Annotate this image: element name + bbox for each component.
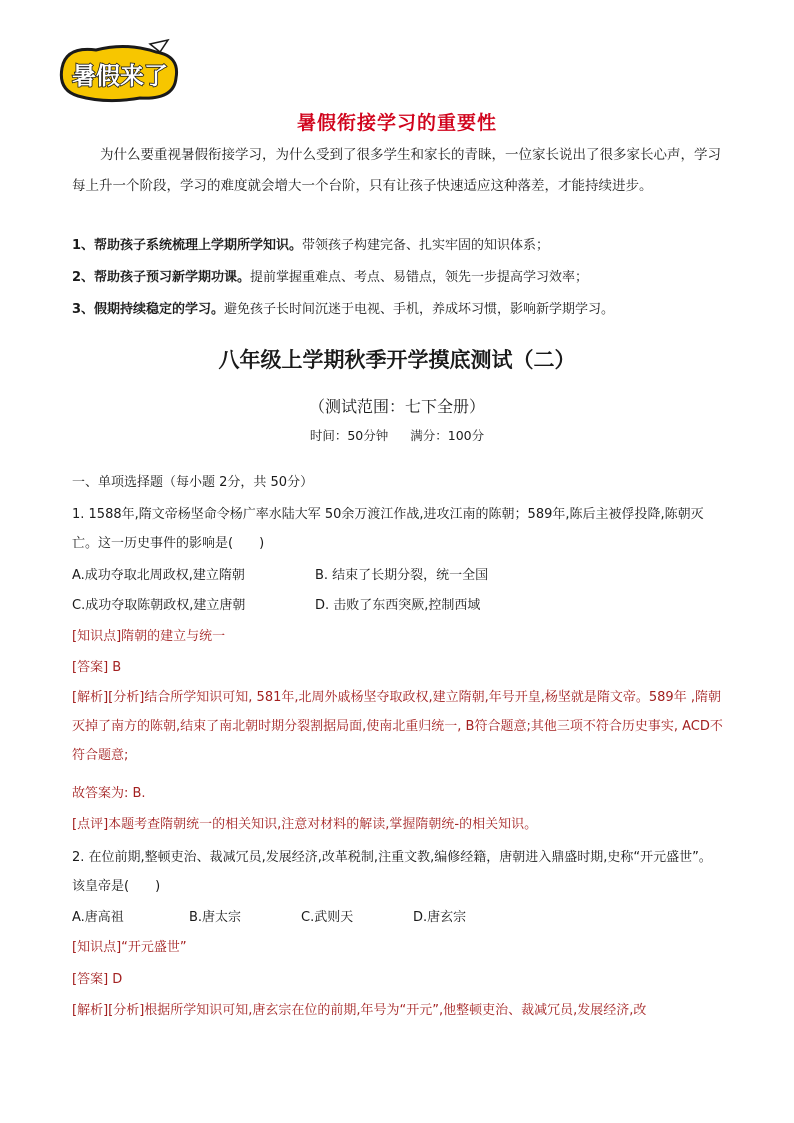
question-1-analysis: [解析][分析]结合所学知识可知, 581年,北周外戚杨坚夺取政权,建立隋朝,年号开皇,杨坚就是隋文帝。589年 ,隋朝灭掉了南方的陈朝,结束了南北朝时期分裂割据局面,使南北重归统一, B符合题意;其他三项不符合历史事实, ACD不符合题意; bbox=[72, 690, 723, 763]
question-2-options: A.唐高祖 B.唐太宗 C.武则天 D.唐玄宗 bbox=[72, 910, 467, 925]
question-1-knowledge: [知识点]隋朝的建立与统一 bbox=[72, 629, 226, 644]
question-1-stem: 1. 1588年,隋文帝杨坚命令杨广率水陆大军 50余万渡江作战,进攻江南的陈朝；589年,陈后主被俘投降,陈朝灭亡。这一历史事件的影响是( ) bbox=[72, 507, 704, 551]
exam-range: （测试范围：七下全册） bbox=[308, 397, 485, 416]
question-1-options-ab: A.成功夺取北周政权,建立隋朝 B. 结束了长期分裂，统一全国 bbox=[72, 568, 489, 583]
question-1-options-cd: C.成功夺取陈朝政权,建立唐朝 D. 击败了东西突厥,控制西域 bbox=[72, 598, 481, 613]
tip-2: 2、帮助孩子预习新学期功课。提前掌握重难点、考点、易错点，领先一步提高学习效率； bbox=[72, 270, 589, 285]
tip-1: 1、帮助孩子系统梳理上学期所学知识。带领孩子构建完备、扎实牢固的知识体系； bbox=[72, 238, 550, 253]
question-1-comment: [点评]本题考查隋朝统一的相关知识,注意对材料的解读,掌握隋朝统-的相关知识。 bbox=[72, 817, 538, 832]
question-2-analysis: [解析][分析]根据所学知识可知,唐玄宗在位的前期,年号为“开元”,他整顿吏治、裁减冗员,发展经济,改 bbox=[72, 1003, 647, 1018]
exam-title: 八年级上学期秋季开学摸底测试（二） bbox=[218, 347, 576, 372]
intro-paragraph: 为什么要重视暑假衔接学习，为什么受到了很多学生和家长的青睐，一位家长说出了很多家长心声，学习每上升一个阶段，学习的难度就会增大一个台阶，只有让孩子快速适应这种落差，才能持续进步。 bbox=[72, 147, 721, 194]
svg-text:暑假来了: 暑假来了 bbox=[72, 62, 168, 90]
question-2-stem: 2. 在位前期,整顿吏治、裁减冗员,发展经济,改革税制,注重文教,编修经籍，唐朝进入鼎盛时期,史称“开元盛世”。该皇帝是( ) bbox=[72, 850, 712, 894]
tip-3: 3、假期持续稳定的学习。避免孩子长时间沉迷于电视、手机，养成坏习惯，影响新学期学习。 bbox=[72, 302, 615, 317]
summer-vacation-logo bbox=[56, 38, 184, 106]
question-2-knowledge: [知识点]“开元盛世” bbox=[72, 940, 187, 955]
question-2-answer: [答案] D bbox=[72, 972, 123, 987]
section-heading: 一、单项选择题（每小题 2分，共 50分） bbox=[72, 475, 314, 490]
question-1-answer: [答案] B bbox=[72, 660, 122, 675]
question-1-conclusion: 故答案为: B. bbox=[72, 786, 146, 801]
exam-time-score: 时间：50分钟 满分：100分 bbox=[309, 428, 485, 443]
banner-title: 暑假衔接学习的重要性 bbox=[296, 112, 497, 134]
